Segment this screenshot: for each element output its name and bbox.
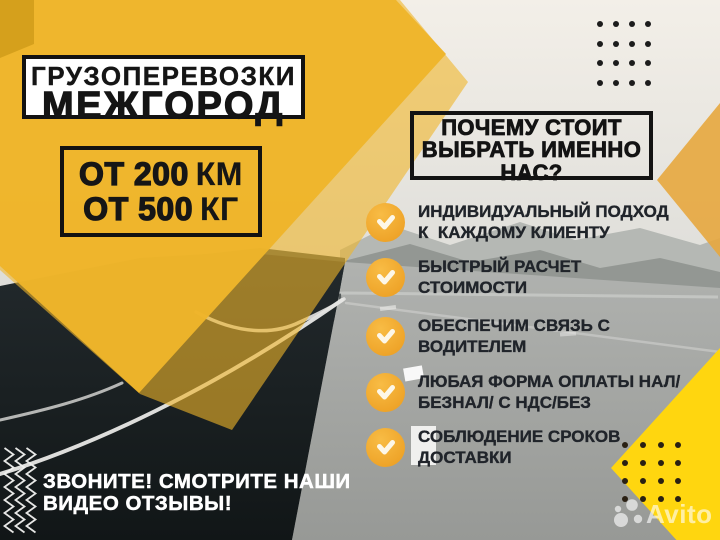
avito-watermark — [610, 497, 720, 537]
title-badge — [22, 55, 305, 127]
list-item-text: ОБЕСПЕЧИМ СВЯЗЬ С ВОДИТЕЛЕМ — [418, 316, 610, 356]
list-item-text: СОБЛЮДЕНИЕ СРОКОВ ДОСТАВКИ — [418, 427, 621, 467]
check-icon — [366, 203, 405, 242]
title-line-1: ГРУЗОПЕРЕВОЗКИ — [31, 61, 296, 91]
check-icon — [366, 317, 405, 356]
list-item — [366, 426, 706, 468]
heading-box — [410, 111, 653, 185]
list-item — [366, 315, 706, 357]
list-item-text: ЛЮБАЯ ФОРМА ОПЛАТЫ НАЛ/ БЕЗНАЛ/ С НДС/БЕЗ — [418, 372, 681, 412]
heading-line-1: ПОЧЕМУ СТОИТ — [441, 115, 622, 140]
list-item — [366, 256, 706, 298]
terms-line-2: ОТ 500 КГ — [83, 190, 239, 227]
heading-line-2: ВЫБРАТЬ ИМЕННО — [421, 137, 642, 163]
list-item-text: ИНДИВИДУАЛЬНЫЙ ПОДХОД К КАЖДОМУ КЛИЕНТУ — [418, 202, 669, 242]
check-icon — [366, 258, 405, 297]
list-item — [366, 201, 706, 243]
avito-watermark-label: Avito — [646, 499, 713, 529]
footer-line-1: ЗВОНИТЕ! СМОТРИТЕ НАШИ — [43, 470, 351, 493]
check-icon — [366, 373, 405, 412]
list-item-text: БЫСТРЫЙ РАСЧЕТ СТОИМОСТИ — [418, 257, 582, 297]
check-icon — [366, 428, 405, 467]
heading-line-3: НАС? — [500, 159, 563, 185]
avito-logo-icon — [610, 497, 646, 531]
list-item — [366, 371, 706, 413]
terms-line-1: ОТ 200 КМ — [79, 156, 243, 192]
footer-call-to-action — [43, 471, 351, 515]
terms-badge — [60, 146, 262, 237]
footer-line-2: ВИДЕО ОТЗЫВЫ! — [43, 492, 233, 515]
title-line-2: МЕЖГОРОД — [42, 85, 285, 127]
